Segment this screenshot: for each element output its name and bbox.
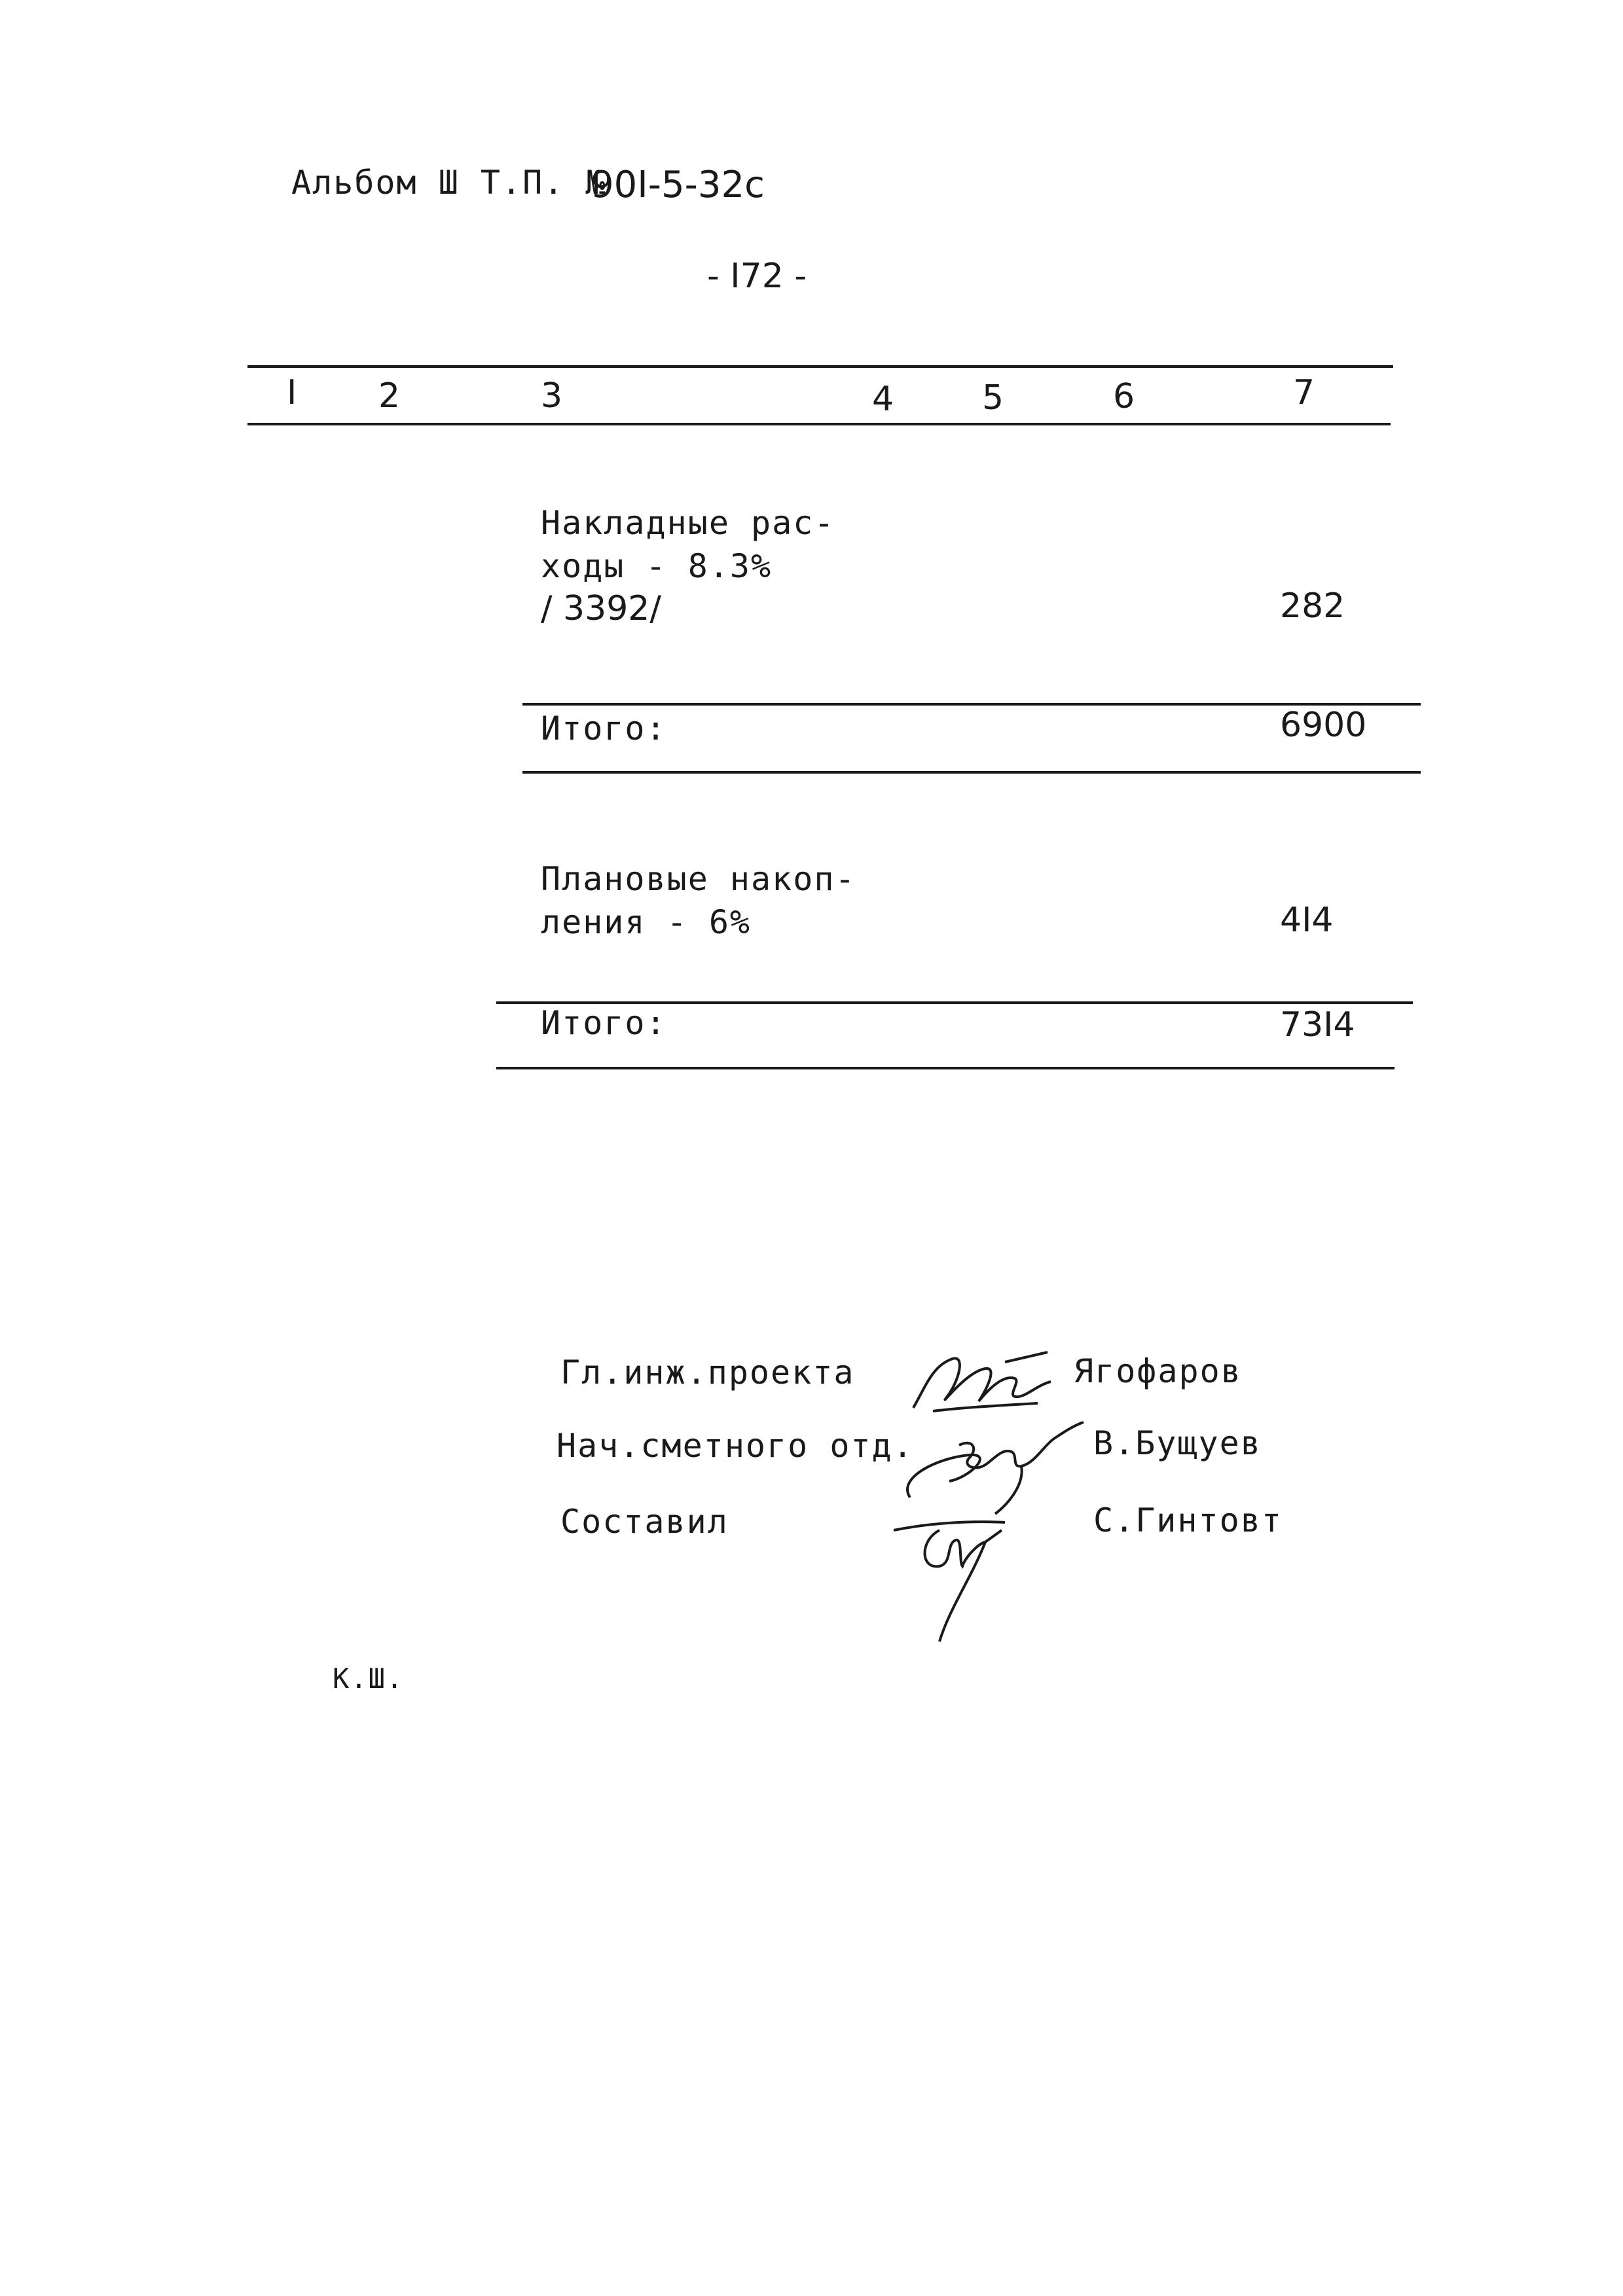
column-header-5: 5	[982, 378, 1004, 418]
subtotal-value: 6900	[1280, 706, 1367, 745]
savings-value: 4I4	[1280, 901, 1334, 940]
column-header-3: 3	[541, 376, 563, 416]
overhead-value: 282	[1280, 586, 1345, 626]
signatory-name: Ягофаров	[1074, 1352, 1242, 1390]
overhead-base: / 3392/	[541, 589, 661, 628]
column-header-4: 4	[872, 380, 894, 419]
signatory-name: В.Бущуев	[1093, 1424, 1262, 1462]
overhead-label-line-2: ходы - 8.3%	[541, 547, 773, 585]
album-ref-handwritten: 90I-5-32с	[591, 164, 765, 206]
subtotal-bottom-rule	[522, 771, 1421, 774]
signatory-role: Составил	[560, 1503, 729, 1541]
table-header-rule	[247, 423, 1391, 425]
table-top-rule	[247, 365, 1393, 368]
overhead-label-line-1: Накладные рас-	[541, 504, 835, 542]
signatory-role: Гл.инж.проекта	[560, 1354, 855, 1391]
subtotal-label: Итого:	[541, 709, 667, 747]
page-number: - I72 -	[707, 257, 807, 296]
total-value: 73I4	[1280, 1005, 1355, 1045]
column-header-7: 7	[1293, 373, 1315, 412]
signature-mark	[887, 1479, 1044, 1673]
savings-label-line-1: Плановые накоп-	[541, 860, 856, 898]
total-bottom-rule	[496, 1067, 1395, 1069]
column-header-2: 2	[378, 376, 401, 416]
savings-label-line-2: ления - 6%	[541, 903, 752, 941]
total-label: Итого:	[541, 1004, 667, 1042]
footer-initials: К.Ш.	[333, 1662, 405, 1695]
signatory-role: Нач.сметного отд.	[556, 1427, 914, 1465]
signatory-name: С.Гинтовт	[1093, 1501, 1283, 1539]
album-ref-typed: Альбом Ш Т.П. №	[291, 164, 607, 202]
column-header-1: I	[287, 373, 297, 412]
column-header-6: 6	[1113, 377, 1135, 416]
